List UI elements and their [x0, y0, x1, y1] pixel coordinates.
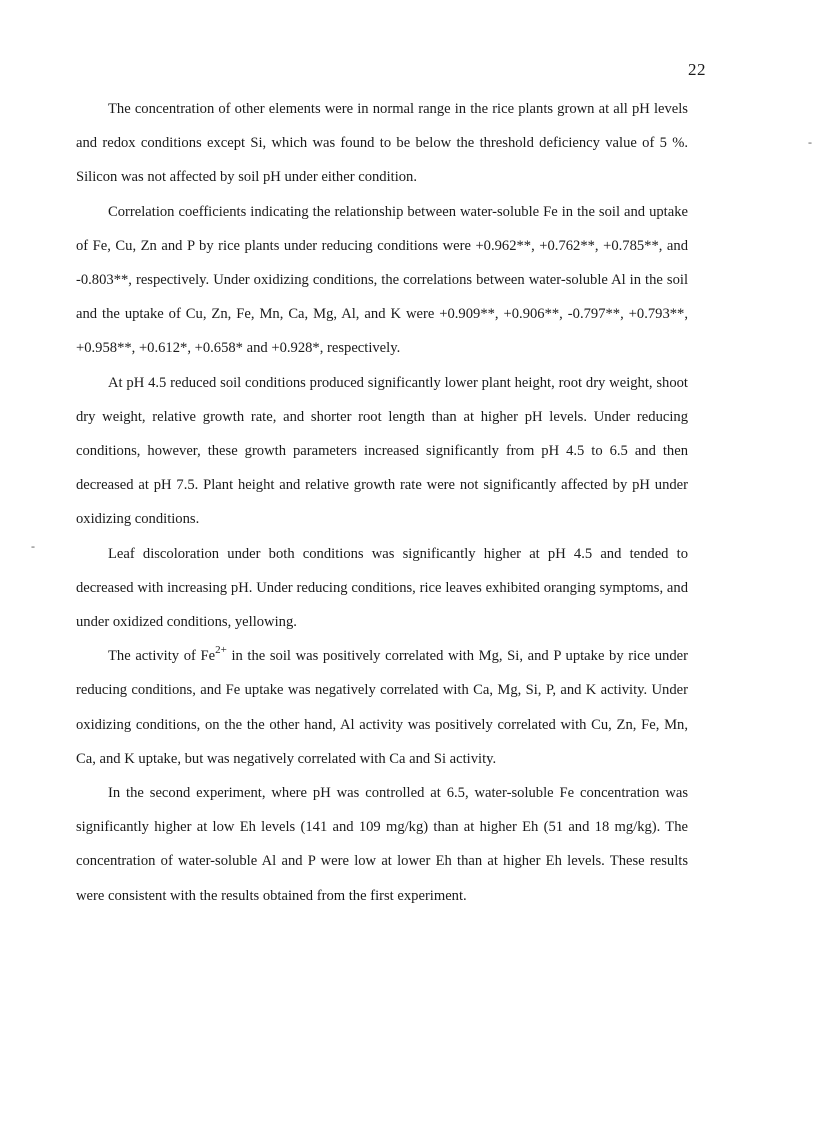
paragraph-correlation-coefficients: Correlation coefficients indicating the relationship between water-soluble Fe in the soil and uptake of Fe, Cu, Zn and P by rice plants under reducing conditions were +0.962**, +0.762**, +0.785**, and -0.803**, respectively. Under oxidizing conditions, the correlations between water-soluble Al in the soil and the uptake of Cu, Zn, Fe, Mn, Ca, Mg, Al, and K were +0.909**, +0.906**, -0.797**, +0.793**, +0.958**, +0.612*, +0.658* and +0.928*, respectively.	[76, 203, 688, 357]
fe-activity-text-before: The activity of Fe	[108, 648, 216, 665]
page-number: 22	[688, 60, 706, 79]
fe-superscript: 2+	[215, 644, 227, 657]
paragraph-fe-activity	[76, 639, 688, 776]
margin-mark-right: -	[808, 135, 812, 149]
body-text	[76, 92, 688, 913]
paragraph-ph-growth: At pH 4.5 reduced soil conditions produced significantly lower plant height, root dry weight, shoot dry weight, relative growth rate, and shorter root length than at higher pH levels. Under reducing conditions, however, these growth parameters increased significantly from pH 4.5 to 6.5 and then decreased at pH 7.5. Plant height and relative growth rate were not significantly affected by pH under oxidizing conditions.	[76, 374, 688, 528]
paragraph-leaf-discoloration: Leaf discoloration under both conditions was significantly higher at pH 4.5 and tended to decreased with increasing pH. Under reducing conditions, rice leaves exhibited oranging symptoms, and under oxidized conditions, yellowing.	[76, 545, 688, 631]
paragraph-element-concentration: The concentration of other elements were in normal range in the rice plants grown at all pH levels and redox conditions except Si, which was found to be below the threshold deficiency value of 5 %. Silicon was not affected by soil pH under either condition.	[76, 101, 688, 186]
paragraph-second-experiment: In the second experiment, where pH was controlled at 6.5, water-soluble Fe concentration was significantly higher at low Eh levels (141 and 109 mg/kg) than at higher Eh (51 and 18 mg/kg). The concentration of water-soluble Al and P were low at lower Eh than at higher Eh levels. These results were consistent with the results obtained from the first experiment.	[76, 785, 688, 904]
fe-activity-text-after: in the soil was positively correlated with Mg, Si, and P uptake by rice under reducing conditions, and Fe uptake was negatively correlated with Ca, Mg, Si, P, and K activity. Under oxidizing conditions, on the the other hand, Al activity was positively correlated with Cu, Zn, Fe, Mn, Ca, and K uptake, but was negatively correlated with Ca and Si activity.	[76, 648, 688, 767]
margin-mark-left: -	[31, 539, 35, 553]
